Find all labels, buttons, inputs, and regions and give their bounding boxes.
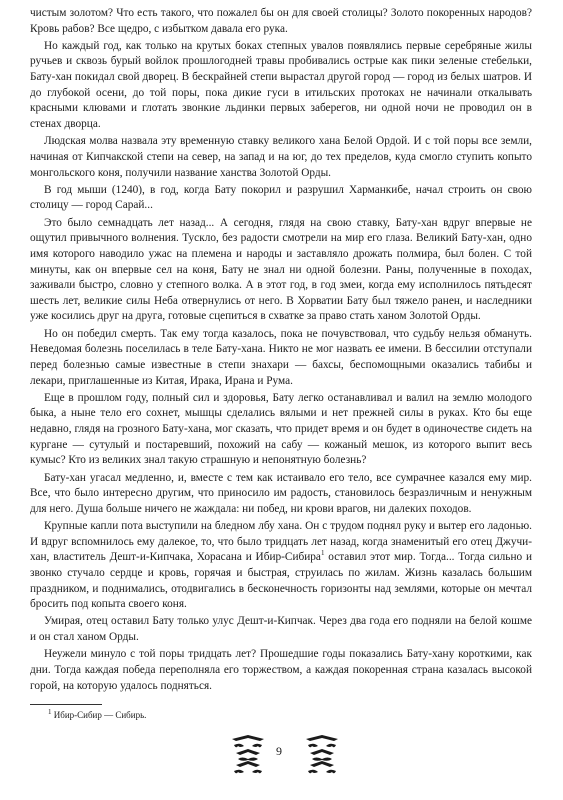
footnote-text: Ибир-Сибир — Сибирь. bbox=[53, 710, 147, 720]
paragraph-4: В год мыши (1240), в год, когда Бату покорил и разрушил Харманкибе, начал строить он свою столицу — город Сарай... bbox=[30, 183, 532, 212]
paragraph-6: Но он победил смерть. Так ему тогда казалось, пока не почувствовал, что судьбу нельзя обмануть. Неведомая болезнь поселилась в теле Бату-хана. Никто не мог назвать ее имени. В бессилии отступали перед болезнью самые известные в степи знахари — бахсы, беспомощными оказались табибы и лекари, приглашенные из Китая, Ирака, Ирана и Рума. bbox=[30, 327, 532, 387]
paragraph-1: чистым золотом? Что есть такого, что пожалел бы он для своей столицы? Золото покоренных народов? Кровь рабов? Все щедро, с избытком давала его рука. bbox=[30, 7, 532, 35]
paragraph-3: Людская молва назвала эту временную ставку великого хана Белой Ордой. И с той поры все земли, начиная от Кипчакской степи на север, на запад и на юг, до тех пределов, куда смогло ступить копыто монгольского коня, получили название ханства Золотой Орды. bbox=[30, 135, 532, 179]
paragraph-8: Бату-хан угасал медленно, и, вместе с тем как истаивало его тело, все сумрачнее казался ему мир. Все, что было интересно другим, что приносило им радость, становилось безразличным и ненужным для него. Душа больше ничего не жаждала: ни побед, ни крови врагов, ни далеких походов. bbox=[30, 471, 532, 515]
footnote-mark: 1 bbox=[48, 708, 52, 716]
paragraph-7: Еще в прошлом году, полный сил и здоровья, Бату легко останавливал и валил на землю молодого быка, а ныне тело его сохнет, мышцы сделались вялыми и нет прежней силы в руках. Кто бы еще недавно, глядя на грозного Бату-хана, мог сказать, что придет время и он будет в одиночестве сидеть на кургане — сутулый и постаревший, похожий на сабу — кожаный мешок, из которого выпит весь кумыс? Кто из великих знал такую страшную и непонятную болезнь? bbox=[30, 391, 532, 467]
paragraph-5: Это было семнадцать лет назад... А сегодня, глядя на свою ставку, Бату-хан вдруг впервые не ощутил привычного волнения. Тускло, без радости смотрели на мир его глаза. Великий Бату-хан, одно имя которого наводило ужас на племена и народы и заставляло дрожать полмира, был болен. С той минуты, как он впервые сел на коня, Бату не знал ни одной болезни. Раны, полученные в походах, заживали быстро, словно у степного волка. А в этот год, в год змеи, когда ему исполнилось пятьдесят шесть лет, великие силы Неба отвернулись от него. В Хорватии Бату был тяжело ранен, и наследники уже косились друг на друга, готовые сцепиться в схватке за право стать ханом Золотой Орды. bbox=[30, 216, 532, 323]
paragraph-9: Крупные капли пота выступили на бледном лбу хана. Он с трудом поднял руку и вытер его ладонью. И вдруг вспомнилось ему далекое, то, что было тридцать лет назад, когда знаменитый его отец Джучи-хан, властитель Дешт-и-Кипчака, Хорасана и Ибир-Сибира$^1$ оставил этот мир. Тогда... Тогда сильно и звонко стучало сердце и кровь, горячая и быстрая, струилась по жилам. Жизнь казалась большим праздником, и поднимались, отодвигались в бесконечность горизонты над землями, которые он мечтал бросить под копыта своего коня. bbox=[30, 520, 533, 611]
text-body bbox=[30, 6, 532, 694]
ornament-right-icon bbox=[304, 733, 340, 777]
footnote-divider bbox=[30, 704, 102, 705]
paragraph-10: Умирая, отец оставил Бату только улус Дешт-и-Кипчак. Через два года его подняли на белой кошме и он стал ханом Орды. bbox=[30, 615, 532, 644]
ornament-left-icon bbox=[230, 733, 266, 777]
paragraph-2: Но каждый год, как только на крутых боках степных увалов появлялись первые серебряные жилы ручьев и сквозь бурый войлок прошлогодней травы пробивались острые как пики зеленые стебельки, Бату-хан покидал свой дворец. В бескрайней степи вырастал другой город — город из белых шатров. И до глубокой осени, до той поры, пока дикие гуси в итильских протоках не начинали откалывать красными клювами и глотать звонкие льдинки первых заберегов, ни одной ночи не проводил он в стенах дворца. bbox=[30, 39, 532, 131]
footnote bbox=[48, 710, 146, 721]
page-footer bbox=[0, 727, 563, 787]
footnote-reference[interactable]: 1 bbox=[320, 549, 325, 558]
page-number: 9 bbox=[276, 744, 282, 758]
paragraph-11: Неужели минуло с той поры тридцать лет? Прошедшие годы показались Бату-хану короткими, как дни. Тогда каждая победа переполняла его торжеством, а каждая покоренная страна казалась высокой горой, на которую удалось подняться. bbox=[30, 648, 532, 692]
